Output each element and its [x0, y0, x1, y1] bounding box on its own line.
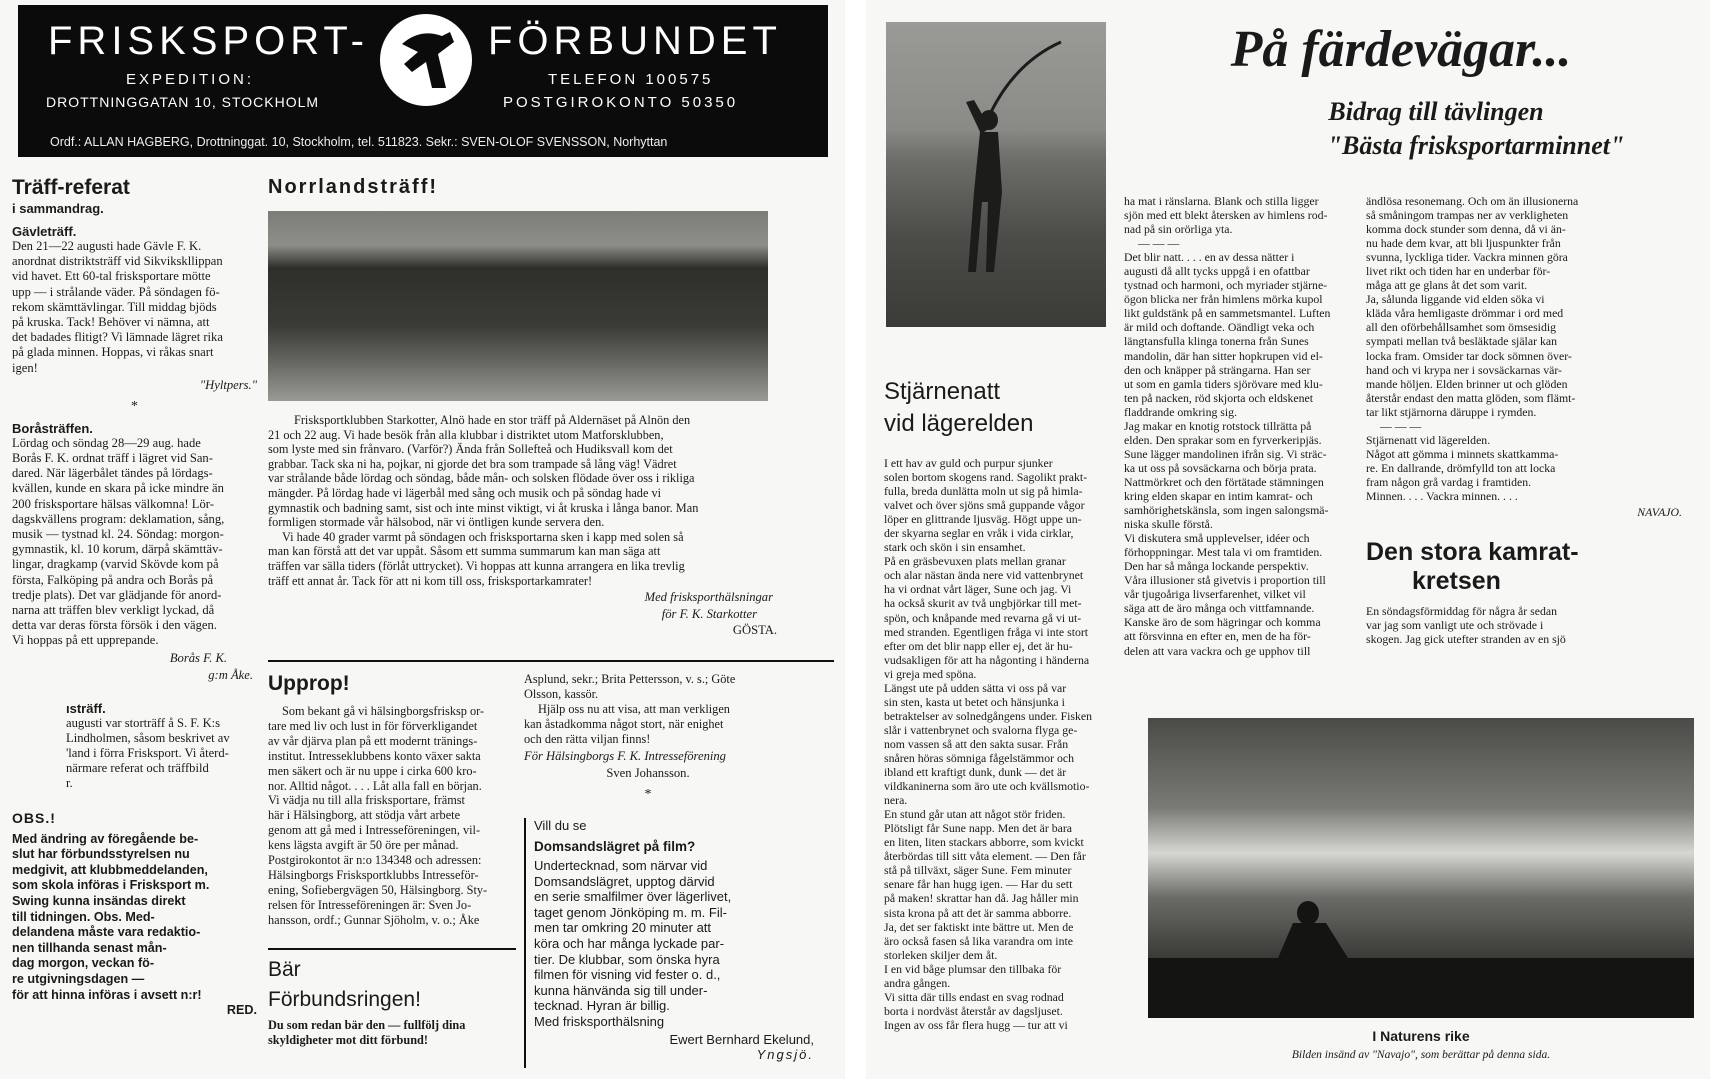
text-line: Vi hade 40 grader varmt på söndagen och frisksportarna sken i kapp med solen så — [282, 529, 684, 544]
navajo-signature: NAVAJO. — [1637, 505, 1682, 520]
text-line: vildkaninerna som äro ute och kvällsmotio- — [884, 779, 1090, 794]
third-traff-text — [12, 716, 257, 792]
film-text — [534, 858, 814, 1030]
text-line: taget genom Jönköping m. m. Fil- — [534, 904, 727, 920]
archer-silhouette-icon — [886, 22, 1106, 327]
boras-text — [12, 436, 257, 649]
text-line: man kan förstå att det var uppåt. Såsom ett summa summarum kan man säga att — [268, 544, 661, 559]
text-line: ha mat i ränslarna. Blank och stilla ligger — [1124, 194, 1319, 208]
text-line: På en gräsbevuxen plats mellan granar — [884, 554, 1066, 569]
text-line: igen! — [12, 360, 38, 375]
text-line: skyldigheter mot ditt förbund! — [268, 1033, 428, 1048]
text-line: Något att gömma i minnets skattkamma- — [1366, 446, 1559, 461]
text-line: r. — [66, 776, 73, 791]
text-line: Längst ute på udden sätta vi oss på var — [884, 680, 1067, 695]
text-line: Du som redan bär den — fullfölj dina — [268, 1018, 466, 1032]
obs-title: OBS.! — [12, 809, 56, 826]
text-line: delandena måste vara redaktio- — [12, 925, 201, 940]
text-line: vi greja med spöna. — [884, 666, 977, 681]
text-line: längtansfulla klinga tonerna från Sunes — [1124, 334, 1309, 349]
text-line: svunna, lyckliga tider. Vackra minnen göra — [1366, 250, 1568, 265]
text-line: Lördag och söndag 28—29 aug. hade — [12, 435, 201, 450]
text-line: att försvinna en efter en, men de ha för- — [1124, 629, 1311, 644]
text-line: spön, och knåpande med revarna gå vi ut- — [884, 610, 1082, 625]
text-line: var strålande både lördag och söndag, både mån- och solsken flödade över oss i rikliga — [268, 471, 695, 486]
text-line: kunna hänvända sig till under- — [534, 982, 708, 998]
bar-text — [268, 1018, 516, 1048]
text-line: storleken skiljer dem åt. — [884, 947, 998, 962]
boras-signature-club: Borås F. K. — [169, 650, 227, 665]
text-line: vår tjugoåriga livserfarenhet, vilket vil — [1124, 587, 1306, 602]
gavle-text — [12, 239, 257, 376]
text-line: filmen för visning vid fester o. d., — [534, 967, 721, 983]
boras-signature-name: g:m Åke. — [208, 667, 253, 682]
text-line: Ja, det ser faktiskt inte bättre ut. Men de — [884, 919, 1074, 934]
text-line: tier. De klubbar, som önska hyra — [534, 951, 720, 967]
text-line: livet rikt och tiden har en underbar för- — [1366, 264, 1551, 279]
obs-text — [12, 832, 257, 1019]
text-line: snåren höras sömniga fågelstämmor och — [884, 750, 1075, 765]
text-line: kan åstadkomma något stort, när enighet — [524, 716, 724, 731]
text-line: på glada minnen. Hoppas, vi råkas snart — [12, 345, 214, 360]
text-line: Med ändring av föregående be- — [12, 831, 199, 846]
text-line: gymnastik och badning samt, sist och inte minst viktigt, vi åt kruska i långa banor. Man — [268, 500, 699, 515]
text-line: Borås F. K. ordnat träff i lägret vid San- — [12, 451, 213, 466]
film-title: Domsandslägret på film? — [534, 839, 696, 854]
text-line: I en vid båge plumsar den tillbaka för — [884, 961, 1062, 976]
norrland-article — [268, 176, 833, 638]
text-line: Vi vädja nu till alla frisksportare, främst — [268, 793, 465, 808]
text-line: all den oförbehållsamhet som ömsesidig — [1366, 320, 1557, 335]
stjarnenatt-title-line1: Stjärnenatt — [884, 378, 1001, 405]
text-line: en liten, liten stackars abborre, som kvickt — [884, 835, 1084, 850]
text-line: medgivit, att klubbmeddelanden, — [12, 862, 208, 877]
film-signature-place: Yngsjö. — [756, 1046, 814, 1062]
text-line: nen tillhanda senast mån- — [12, 940, 167, 955]
left-newspaper-page — [0, 0, 845, 1079]
text-line: efter om det blir napp eller ej, det är hu- — [884, 638, 1073, 653]
norrland-title: Norrlandsträff! — [268, 176, 439, 198]
text-line: re utgivningsdagen — — [12, 972, 145, 987]
text-line: mande höljen. Elden brinner ut och glöden — [1366, 376, 1568, 391]
text-line: dagskvällens program: deklamation, sång, — [12, 511, 225, 526]
text-line: I ett hav av guld och purpur sjunker — [884, 456, 1053, 470]
text-line: till tidningen. Obs. Med- — [12, 909, 155, 924]
text-line: på maken! skrattar han då. Jag håller min — [884, 891, 1079, 906]
text-line: Som bekant gå vi hälsingborgsfrisksp or- — [282, 704, 485, 718]
text-line: Hjälp oss nu att visa, att man verkligen — [538, 701, 730, 716]
masthead-left-word: FRISKSPORT- — [48, 19, 369, 63]
text-line: närmare referat och träffbild — [66, 761, 209, 776]
text-line: fulla, breda dunlätta moln ut sig på himla- — [884, 484, 1083, 499]
text-line: stå på tillväxt, säger Sune. Fem minuter — [884, 863, 1072, 878]
text-line: 21 och 22 aug. Vi hade besök från alla klubbar i distriktet utom Matforsklubben, — [268, 427, 664, 442]
text-line: hand och vi krypa ner i sovsäckarnas vär- — [1366, 362, 1562, 377]
text-line: ten på nacken, röd skjorta och eldskenet — [1124, 390, 1314, 405]
text-line: Swing kunna insändas direkt — [12, 894, 186, 909]
telefon-number: TELEFON 100575 — [548, 71, 714, 88]
text-line: Asplund, sekr.; Brita Pettersson, v. s.; Göte — [524, 672, 736, 686]
traff-referat-column — [12, 176, 257, 1019]
text-line: och alar nästan ända nere vid vattenbrynet — [884, 568, 1084, 583]
text-line: andra gången. — [884, 975, 951, 990]
text-line: fram någon grå vardag i framtiden. — [1366, 474, 1532, 489]
separator-star: * — [131, 398, 138, 414]
text-line: 'land i förra Frisksport. Vi återd- — [66, 746, 229, 761]
photo-caption-block — [1148, 1028, 1694, 1061]
frisksport-logo — [380, 14, 472, 106]
text-line: äro också fasen så lika varandra om inte — [884, 933, 1073, 948]
text-line: så småningom trampas ner av verkligheten — [1366, 208, 1569, 223]
text-line: niska skulle förstå. — [1124, 517, 1213, 532]
bar-title-line1: Bär — [268, 958, 301, 981]
text-line: En stund går utan att något stör friden. — [884, 807, 1066, 822]
text-line: Hälsingborgs Frisksportklubbs Intresseför- — [268, 867, 479, 882]
text-line: som lyste med sin frånvaro. (Varför?) Ända från Sollefteå och Hudiksvall kom det — [268, 442, 673, 457]
text-line: der skyarna seglar en vråk i vida cirklar, — [884, 526, 1074, 541]
text-line: på kruska. Tack! Behöver vi nämna, att — [12, 315, 210, 330]
norrland-signature-name: GÖSTA. — [732, 623, 777, 638]
kamrat-title-line1: Den stora kamrat- — [1366, 538, 1579, 567]
text-line: är mild och doftande. Oändligt veka och — [1124, 320, 1315, 335]
text-line: sista krona på att det är samma abborre. — [884, 905, 1072, 920]
stjarnenatt-title-line2: vid lägerelden — [884, 410, 1034, 437]
text-line: skogen. Jag gick utefter stranden av en sjö — [1366, 632, 1566, 647]
text-line: Stjärnenatt vid lägerelden. — [1366, 432, 1491, 447]
stjarnenatt-col2-text — [1124, 194, 1356, 658]
text-line: Olsson, kassör. — [524, 686, 599, 701]
text-line: nad på sin orörliga yta. — [1124, 222, 1233, 237]
logo-emblem-icon — [380, 14, 472, 106]
text-line: Med frisksporthälsning — [534, 1013, 665, 1029]
horizontal-rule — [268, 948, 516, 950]
text-line: tystnad och harmoni, och myriader stjärne- — [1124, 278, 1328, 293]
text-line: sympati mellan två besläktade själar kan — [1366, 334, 1557, 349]
text-line: upp — i strålande väder. På söndagen fö- — [12, 284, 220, 299]
text-line: Ja, sålunda liggande vid elden söka vi — [1366, 292, 1545, 307]
text-line: mängder. På lördag hade vi lägerbål med sång och musik och på söndag hade vi — [268, 485, 662, 500]
text-line: mandolin, där han sitter hopkrupen vid el- — [1124, 348, 1323, 363]
text-line: ha också skurit av två ungbjörkar till met- — [884, 596, 1082, 611]
text-line: Våra illusioner stå givetvis i proportion till — [1124, 573, 1326, 588]
text-line: samhörighetskänsla, som ingen salongsmä- — [1124, 503, 1329, 518]
text-line: tare med liv och lust in för förverkligandet — [268, 718, 478, 733]
text-line: dag morgon, veckan fö- — [12, 956, 155, 971]
text-line: för att hinna införas i avsett n:r! — [12, 987, 202, 1002]
gavle-signature: "Hyltpers." — [199, 377, 257, 392]
text-line: ändlösa resonemang. Och om än illusionerna — [1366, 194, 1579, 208]
upprop-continued — [524, 672, 772, 809]
norrland-signature-greeting: Med frisksporthälsningar — [644, 590, 773, 605]
text-line: slår i vattenbrynet och svalorna flyga ge- — [884, 722, 1078, 737]
text-line: den och knäpper på strängarna. Han ser — [1124, 362, 1311, 377]
photo-caption: I Naturens rike — [1372, 1028, 1470, 1044]
right-newspaper-page — [866, 0, 1710, 1079]
text-line: ögon blicka ner från himlens mörka kupol — [1124, 292, 1323, 307]
stjarnenatt-article — [884, 378, 1116, 1032]
stjarnenatt-col3 — [1366, 194, 1682, 646]
text-line: Frisksportklubben Starkotter, Alnö hade en stor träff på Aldernäset på Alnön den — [294, 413, 691, 427]
text-line: institut. Intresseklubbens konto växer sakta — [268, 748, 481, 763]
text-line: Ingen av oss får flera hugg — tur att vi — [884, 1017, 1068, 1032]
traff-subtitle: i sammandrag. — [12, 201, 104, 216]
text-line: här i Hälsingborg, att stödja vårt arbete — [268, 808, 461, 823]
obs-signature: RED. — [226, 1003, 257, 1018]
stjarnenatt-col3-text — [1366, 194, 1682, 503]
text-line: återbördas till sitt våta element. — Den får — [884, 849, 1086, 864]
text-line: Det blir natt. . . . en av dessa nätter i — [1124, 250, 1295, 265]
text-line: nera. — [884, 793, 908, 808]
text-line: delen att vara vackra och ge upphov till — [1124, 643, 1311, 658]
text-line: borta i nordväst återstår av dagsljuset. — [884, 1003, 1063, 1018]
text-line: betraktelser av solnedgångens under. Fisken — [884, 708, 1093, 723]
officers-line: Ordf.: ALLAN HAGBERG, Drottninggat. 10, Stockholm, tel. 511823. Sekr.: SVEN-OLOF SVENSSON, Norhyttan — [50, 135, 668, 149]
vertical-rule — [524, 818, 526, 1068]
text-line: Domsandslägret, upptog därvid — [534, 873, 715, 889]
text-line: relsen för Intresseföreningen är: Sven Jo- — [268, 897, 472, 912]
text-line: sjön med ett blekt återsken av himlens rod- — [1124, 208, 1328, 223]
text-line: löper en glittrande ljusväg. Högt uppe un- — [884, 512, 1082, 527]
text-line: Plötsligt får Sune napp. Men det är bara — [884, 821, 1073, 836]
text-line: var jag som vanligt ute och strövade i — [1366, 618, 1544, 633]
text-line: som skola införas i Frisksport m. — [12, 878, 210, 893]
archer-photo — [886, 22, 1106, 327]
text-line: solen bortom skogens rand. Sagolikt prakt- — [884, 470, 1088, 485]
text-line: vudsakligen för att ha någonting i händerna — [884, 652, 1090, 667]
text-line: kvällen, kunde en skara på icke mindre än — [12, 481, 224, 496]
contest-name: "Bästa frisksportarminnet" — [1327, 131, 1625, 160]
text-line: — — — — [1380, 418, 1422, 433]
text-line: elden. Den sprakar som en fyrverkeripjäs. — [1124, 432, 1322, 447]
text-line: dared. När lägerbålet tändes på lördags- — [12, 466, 213, 481]
text-line: och den rätta viljan finns! — [524, 731, 651, 746]
text-line: säga att de äro många och vittfamnande. — [1124, 601, 1315, 616]
text-line: köra och har många lyckade par- — [534, 935, 725, 951]
text-line: Undertecknad, som närvar vid — [534, 858, 708, 873]
separator-star: * — [644, 786, 652, 802]
text-line: nor. Alltid något. . . . Låt alla fall en början. — [268, 778, 482, 793]
text-line: träffen var sälla tiders (förlåt uttrycket). Vi hoppas att kunna arrangera en lika trevlig — [268, 558, 685, 573]
text-line: anordnat distriktsträff vid Sikvikskllippan — [12, 254, 223, 269]
text-line: hansson, ordf.; Gunnar Sjöholm, v. o.; Åke — [268, 912, 480, 927]
traff-title: Träff-referat — [12, 176, 130, 199]
text-line: ening, Sofiebergvägen 50, Hälsingborg. Sty- — [268, 882, 488, 897]
norrland-signature-club: för F. K. Starkotter — [661, 606, 757, 621]
text-line: senare får han hugg igen. — Har du sett — [884, 877, 1073, 892]
text-line: re. En dallrande, drömfylld ton att locka — [1366, 460, 1556, 475]
expedition-address: DROTTNINGGATAN 10, STOCKHOLM — [46, 94, 320, 110]
fardevagar-header — [1106, 20, 1696, 161]
horizontal-rule — [268, 660, 834, 662]
text-line: Postgirokontot är n:o 134348 och adressen: — [268, 853, 482, 868]
text-line: slut har förbundsstyrelsen nu — [12, 847, 190, 862]
expedition-label: EXPEDITION: — [126, 71, 255, 88]
contest-subtitle: Bidrag till tävlingen — [1328, 97, 1544, 126]
text-line: men säkert och är nu uppe i cirka 600 kro- — [268, 763, 477, 778]
text-line: Vi sitta där tills endast en svag rodnad — [884, 989, 1064, 1004]
upprop-signature-org: För Hälsingborgs F. K. Intresseförening — [524, 748, 726, 763]
text-line: fladdrande omkring sig. — [1124, 404, 1238, 419]
text-line: kring elden skapar en intim kamrat- och — [1124, 488, 1313, 503]
text-line: ut som en gamla tiders sjörövare med klu- — [1124, 376, 1323, 391]
third-traff-title: ısträff. — [66, 700, 106, 716]
text-line: kläda våra hemligaste drömmar i ord med — [1366, 306, 1564, 321]
text-line: Vi diskutera små upplevelser, idéer och — [1124, 531, 1310, 546]
text-line: En söndagsförmiddag för några år sedan — [1366, 604, 1557, 619]
stjarnenatt-col2 — [1124, 194, 1356, 658]
text-line: med stranden. Egentligen fråga vi inte stort — [884, 624, 1089, 639]
upprop-text — [268, 704, 516, 928]
main-title: På färdevägar... — [1230, 21, 1572, 78]
text-line: formligen stormade vår hälsobod, när vi öntligen kunde servera den. — [268, 515, 605, 530]
page-gutter — [845, 0, 866, 1079]
text-line: lingar, dragkamp (varvid Skövde kom på — [12, 557, 219, 572]
text-line: ka ut oss på sovsäckarna och börja prata. — [1124, 460, 1317, 475]
bar-ringen-article — [268, 958, 516, 1048]
text-line: vid havet. Ett 60-tal frisksportare mötte — [12, 269, 211, 284]
seated-figure-silhouette-icon — [1148, 718, 1694, 1018]
text-line: komma dock stunder som denna, då vi än- — [1366, 222, 1566, 237]
text-line: Lindholmen, såsom beskrivet av — [66, 730, 230, 745]
norrland-group-photo — [268, 211, 768, 401]
upprop-col2-text — [524, 672, 772, 747]
text-line: träff ett annat år. Tack för att ni kom till oss, frisksportarkamrater! — [268, 573, 593, 588]
text-line: återstår endast den matta glöden, som flämt- — [1366, 390, 1576, 405]
kamrat-title-line2: kretsen — [1412, 567, 1501, 596]
gavle-title: Gävleträff. — [12, 224, 77, 239]
text-line: ibland ett kraftigt dunk, dunk — det är — [884, 765, 1067, 780]
text-line: Nattmörkret och den förtätade stämningen — [1124, 474, 1324, 489]
text-line: rekom skämttävlingar. Till middag bjöds — [12, 299, 217, 314]
text-line: av vår djärva plan på ett modernt tränings- — [268, 733, 478, 748]
text-line: Minnen. . . . Vackra minnen. . . . — [1366, 488, 1518, 503]
text-line: men tar omkring 20 minuter att — [534, 920, 712, 936]
boras-title: Boråsträffen. — [12, 420, 93, 436]
text-line: måga att ge glans åt det som varit. — [1366, 278, 1528, 293]
text-line: tecknad. Hyran är billig. — [534, 998, 670, 1014]
masthead — [18, 5, 828, 157]
text-line: ha vi ordnat vårt läger, Sune och jag. Vi — [884, 582, 1072, 597]
text-line: Vi hoppas på ett upprepande. — [12, 633, 159, 648]
text-line: Den har så många lockande perspektiv. — [1124, 559, 1309, 574]
upprop-title: Upprop! — [268, 672, 350, 695]
text-line: augusti då allt tycks uppgå i en ofattbar — [1124, 264, 1310, 279]
text-line: det badades flitigt? Vi lämnade lägret rika — [12, 330, 223, 345]
text-line: stark och skön i sin ensamhet. — [884, 540, 1026, 555]
text-line: locka fram. Omsider tar dock sömnen över- — [1366, 348, 1572, 363]
naturens-rike-photo — [1148, 718, 1694, 1018]
text-line: sin sten, kasta ut betet och hänsjunka i — [884, 694, 1065, 709]
text-line: 200 frisksportare hälsas välkomna! Lör- — [12, 496, 214, 511]
text-line: narna att träffen blev verkligt lyckad, då — [12, 603, 215, 618]
upprop-signature-name: Sven Johansson. — [606, 765, 690, 780]
photo-credit: Bilden insänd av "Navajo", som berättar på denna sida. — [1291, 1049, 1551, 1061]
postgiro-number: POSTGIROKONTO 50350 — [503, 94, 739, 111]
kamrat-text — [1366, 604, 1682, 646]
text-line: musik — tystnad kl. 24. Söndag: morgon- — [12, 527, 224, 542]
text-line: Sune lägger mandolinen ifrån sig. Vi sträc- — [1124, 446, 1327, 461]
text-line: augusti var storträff å S. F. K:s — [66, 715, 221, 730]
norrland-caption — [268, 413, 833, 638]
film-article — [534, 818, 814, 1062]
stjarnenatt-col1 — [884, 456, 1116, 1032]
text-line: gymnastik, kl. 10 korum, därpå skämttäv- — [12, 542, 223, 557]
upprop-article — [268, 672, 516, 928]
text-line: valvet och över sjöns små guppande vågor — [884, 498, 1085, 513]
masthead-right-word: FÖRBUNDET — [488, 19, 782, 63]
text-line: Jag makar en knotig rotstock tillrätta på — [1124, 418, 1312, 433]
text-line: tar likt stjärnorna däruppe i rymden. — [1366, 404, 1537, 419]
text-line: Den 21—22 augusti hade Gävle F. K. — [12, 239, 202, 253]
text-line: detta var deras första försök i den vägen. — [12, 618, 217, 633]
text-line: genom att gå med i Intresseföreningen, vil- — [268, 823, 481, 838]
text-line: grabbar. Tack ska ni ha, pojkar, ni gjorde det bra som trampade så lång väg! Vädret — [268, 456, 677, 471]
bar-title-line2: Förbundsringen! — [268, 988, 421, 1011]
text-line: första, Falköping på andra och Borås på — [12, 572, 214, 587]
text-line: nu hade dem kvar, att bli ljuspunkter från — [1366, 236, 1561, 251]
text-line: nom vassen så att den sakta susar. Från — [884, 736, 1069, 751]
text-line: tredje plats). Det var glädjande för anord- — [12, 587, 222, 602]
text-line: förhoppningar. Mest tala vi om framtiden. — [1124, 545, 1323, 560]
text-line: en serie smalfilmer över lägerlivet, — [534, 889, 732, 905]
text-line: likt guldstänk på en sammetsmantel. Luften — [1124, 306, 1331, 321]
text-line: kens lägsta avgift är 50 öre per månad. — [268, 838, 459, 853]
film-signature-name: Ewert Bernhard Ekelund, — [669, 1031, 814, 1047]
film-intro: Vill du se — [534, 818, 587, 833]
text-line: — — — — [1138, 236, 1180, 251]
text-line: Kanske äro de som hägringar och komma — [1124, 615, 1321, 630]
